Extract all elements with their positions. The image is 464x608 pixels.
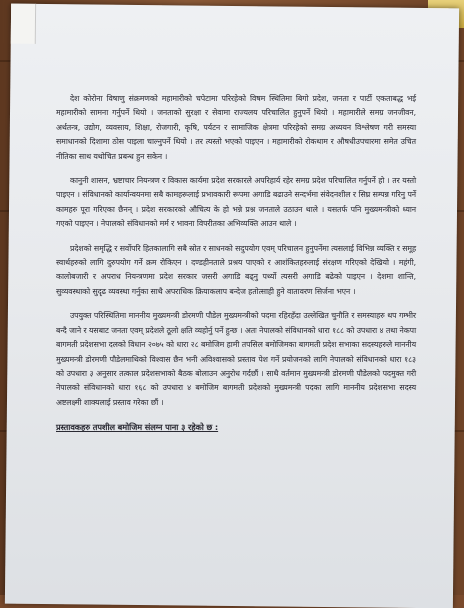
paragraph-4: उपयुक्त परिस्थितिमा माननीय मुख्यमन्त्री डोरमणी पौडेल मुख्यमन्त्रीको पदमा रहिरहँदा उल्लेखित चुनौति र समस्याहरु थप गम्भीर बन्दै जाने र यसबाट जनता एवम् प्रदेशले ठूलो क्षति व्यहोर्नु पर्ने हुन्छ । अतः नेपालको संविधानको धारा १८८ को उपधारा ४ तथा नेकपा बागमती प्रदेशसभा दलको विधान २०७५ को धारा २८ बमोजिम हामी तपसिल बमोजिमका बागमती प्रदेश सभाका सदस्यहरुले माननीय मुख्यमन्त्री डोरमणी पौडेलमाथिको विश्वास छैन भनी अविश्वासको प्रस्ताव पेश गर्ने प्रयोजनको लागि नेपालको संविधानको धारा १८३ को उपधारा ३ अनुसार तत्काल प्रदेशसभाको बैठक बोलाउन अनुरोध गर्दछौं । साथै वर्तमान मुख्यमन्त्री डोरमणी पौडेलको पदमुक्त गरी नेपालको संविधानको धारा १६८ को उपधारा ४ बमोजिम बागमती प्रदेशको मुख्यमन्त्री पदका लागि माननीय प्रदेशसभा सदस्य अष्टलक्ष्मी शाक्यलाई प्रस्ताव गरेका छौं । [56, 311, 416, 407]
paragraph-2: कानुनी शासन, भ्रष्टाचार नियन्त्रण र विकास कार्यमा प्रदेश सरकारले अपरिहार्य रहेर समग्र प्रदेश परिचालित गर्नुपर्ने हो । तर यस्तो पाइएन । संविधानको कार्यान्वयनमा सबै कामहरूलाई प्रभावकारी रूपमा अगाडि बढाउने सन्दर्भमा संवेदनशील र सिघ्र सम्पन्न गरिनु पर्ने कामहरु पूरा गरिएका छैनन् । प्रदेश सरकारको औचित्य के हो भन्ने प्रश्न जनताले उठाउन थाले । यसतर्फ पनि मुख्यमन्त्रीको ध्यान गएको पाइएन । नेपालको संविधानको मर्म र भावना विपरीतका अभिव्यक्ति आउन थाले । [56, 176, 416, 229]
paragraph-1: देश कोरोना विषाणु संक्रमणको महामारीको चपेटामा परिरहेको विषम स्थितिमा बिगो प्रदेश, जनता र पार्टी एकताबद्ध भई महामारीको सामना गर्नुपर्ने थियो । जनताको सुरक्षा र सेवामा राज्यलय परिचालित हुनुपर्ने थियो । महामारीले समग्र जनजीवन, अर्थतन्त्र, उद्योग, व्यवसाय, शिक्षा, रोजगारी, कृषि, पर्यटन र सामाजिक क्षेत्रमा परिरहेको समग्र अध्ययन विश्लेषण गरी समस्या समाधानको दिशामा ठोस पाइला चाल्नुपर्ने थियो । तर त्यस्तो भएको पाइएन । महामारीको रोकथाम र औषधीउपचारमा समेत उचित नीतिका साथ यथोचित प्रबन्ध हुन सकेन । [56, 94, 416, 161]
paper-corner [11, 4, 36, 44]
document-body [56, 92, 416, 435]
paragraph-3: प्रदेशको समृद्धि र सर्वोपरि हितकालागि सबै स्रोत र साधनको सदुपयोग एवम् परिचालन हुनुपर्नेमा त्यसलाई विभिन्न व्यक्ति र समूह स्वार्थहरुको लागि दुरुपयोग गर्ने क्रम रोकिएन । दण्डहीनताले प्रश्रय पाएको र आशंकितहरुलाई संरक्षण गरिएको देखियो । महंगी, कालोबजारी र अपराध नियन्त्रणमा प्रदेश सरकार जसरी अगाडि बढ्नु पर्थ्यो त्यसरी अगाडि बढेको पाइएन । देशमा शान्ति, सुव्यवस्थाको सुदृढ व्यवस्था गर्नुका साथै अपराधिक क्रियाकलाप बन्देज हतोत्साही हुने वातावरण सिर्जना भएन । [56, 243, 416, 296]
closing-line: प्रस्तावकहरु तपशील बमोजिम संलग्न पाना ३ रहेको छ : [56, 422, 219, 433]
